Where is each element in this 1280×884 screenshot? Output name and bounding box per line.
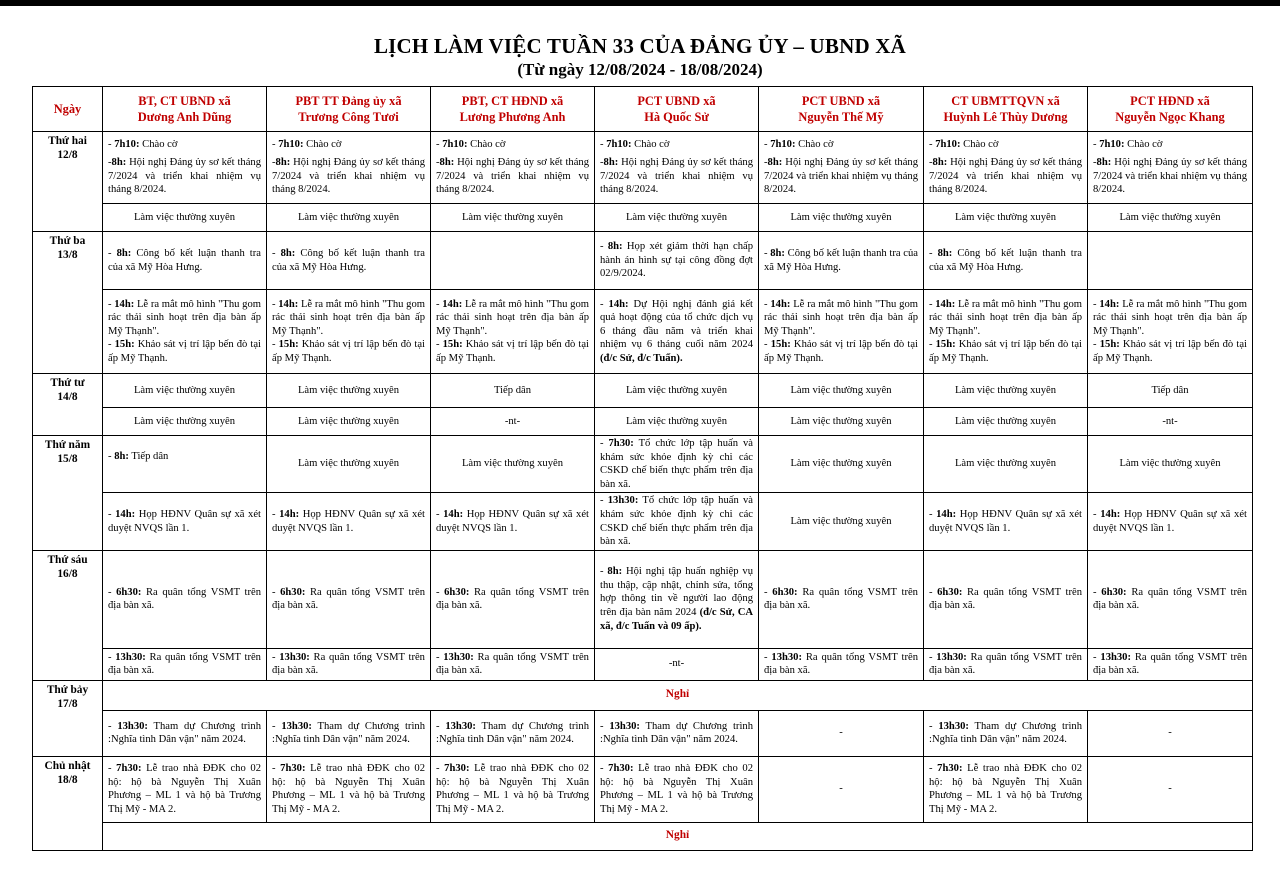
page-subtitle: (Từ ngày 12/08/2024 - 18/08/2024) — [517, 60, 763, 79]
cell — [1088, 232, 1253, 290]
cell: Làm việc thường xuyên — [1088, 204, 1253, 232]
cell: - 13h30: Tham dự Chương trình :Nghĩa tình Dân vận" năm 2024. — [431, 710, 595, 756]
cell: Làm việc thường xuyên — [267, 374, 431, 408]
day-thursday: Thứ năm 15/8 — [33, 436, 103, 551]
cell: - 14h: Họp HĐNV Quân sự xã xét duyệt NVQS lần 1. — [103, 493, 267, 550]
day-monday: Thứ hai 12/8 — [33, 132, 103, 232]
cell: - 7h10: Chào cờ -8h: Hội nghị Đảng ủy sơ kết tháng 7/2024 và triển khai nhiệm vụ tháng 8/2024. — [595, 132, 759, 204]
cell: - 14h: Lễ ra mắt mô hình "Thu gom rác thải sinh hoạt trên địa bàn ấp Mỹ Thạnh". - 15h: Khảo sát vị trí lập bến đò tại ấp Mỹ Thạnh. — [103, 290, 267, 374]
cell: - — [1088, 710, 1253, 756]
cell: - 13h30: Ra quân tổng VSMT trên địa bàn xã. — [431, 648, 595, 680]
table-row — [33, 204, 1253, 232]
cell: -nt- — [595, 648, 759, 680]
cell: Làm việc thường xuyên — [267, 204, 431, 232]
cell: - 14h: Họp HĐNV Quân sự xã xét duyệt NVQS lần 1. — [924, 493, 1088, 550]
cell: - 13h30: Tham dự Chương trình :Nghĩa tình Dân vận" năm 2024. — [595, 710, 759, 756]
cell: - 7h10: Chào cờ -8h: Hội nghị Đảng ủy sơ kết tháng 7/2024 và triển khai nhiệm vụ tháng 8/2024. — [103, 132, 267, 204]
table-row — [33, 550, 1253, 648]
cell: Làm việc thường xuyên — [759, 436, 924, 493]
cell: - 13h30: Tham dự Chương trình :Nghĩa tình Dân vận" năm 2024. — [103, 710, 267, 756]
cell: Làm việc thường xuyên — [103, 204, 267, 232]
cell: - 8h: Họp xét giảm thời hạn chấp hành án hình sự tại công đồng đợt 02/9/2024. — [595, 232, 759, 290]
cell: Tiếp dân — [431, 374, 595, 408]
cell: - 14h: Lễ ra mắt mô hình "Thu gom rác thải sinh hoạt trên địa bàn ấp Mỹ Thạnh". - 15h: Khảo sát vị trí lập bến đò tại ấp Mỹ Thạnh. — [1088, 290, 1253, 374]
table-row — [33, 436, 1253, 493]
table-row — [33, 648, 1253, 680]
cell: - 13h30: Ra quân tổng VSMT trên địa bàn xã. — [103, 648, 267, 680]
cell: - 7h30: Lễ trao nhà ĐĐK cho 02 hộ: hộ bà Nguyễn Thị Xuân Phương – ML 1 và hộ bà Trương Thị Mỹ - MA 2. — [595, 756, 759, 822]
cell: - 6h30: Ra quân tổng VSMT trên địa bàn xã. — [924, 550, 1088, 648]
table-row — [33, 290, 1253, 374]
cell: - 7h10: Chào cờ -8h: Hội nghị Đảng ủy sơ kết tháng 7/2024 và triển khai nhiệm vụ tháng 8/2024. — [924, 132, 1088, 204]
cell: - 14h: Lễ ra mắt mô hình "Thu gom rác thải sinh hoạt trên địa bàn ấp Mỹ Thạnh". - 15h: Khảo sát vị trí lập bến đò tại ấp Mỹ Thạnh. — [759, 290, 924, 374]
cell: - 14h: Lễ ra mắt mô hình "Thu gom rác thải sinh hoạt trên địa bàn ấp Mỹ Thạnh". - 15h: Khảo sát vị trí lập bến đò tại ấp Mỹ Thạnh. — [431, 290, 595, 374]
cell: Làm việc thường xuyên — [267, 436, 431, 493]
table-row — [33, 680, 1253, 710]
day-off-label: Nghỉ — [103, 680, 1253, 710]
day-friday: Thứ sáu 16/8 — [33, 550, 103, 680]
cell: Làm việc thường xuyên — [103, 408, 267, 436]
cell: Làm việc thường xuyên — [759, 408, 924, 436]
cell: - 7h30: Tổ chức lớp tập huấn và khám sức khỏe định kỳ chi các CSKD chế biến thực phẩm trên địa bàn xã. — [595, 436, 759, 493]
cell: - 13h30: Ra quân tổng VSMT trên địa bàn xã. — [267, 648, 431, 680]
cell: - — [1088, 756, 1253, 822]
cell: Làm việc thường xuyên — [759, 374, 924, 408]
header-day: Ngày — [33, 87, 103, 132]
cell: - 13h30: Ra quân tổng VSMT trên địa bàn xã. — [759, 648, 924, 680]
cell: - 14h: Lễ ra mắt mô hình "Thu gom rác thải sinh hoạt trên địa bàn ấp Mỹ Thạnh". - 15h: Khảo sát vị trí lập bến đò tại ấp Mỹ Thạnh. — [924, 290, 1088, 374]
header-p7: PCT HĐND xã Nguyễn Ngọc Khang — [1088, 87, 1253, 132]
cell: - 7h10: Chào cờ -8h: Hội nghị Đảng ủy sơ kết tháng 7/2024 và triển khai nhiệm vụ tháng 8/2024. — [1088, 132, 1253, 204]
header-p1: BT, CT UBND xã Dương Anh Dũng — [103, 87, 267, 132]
schedule-table — [32, 86, 1253, 851]
cell: - — [759, 710, 924, 756]
cell: Làm việc thường xuyên — [267, 408, 431, 436]
table-row — [33, 710, 1253, 756]
cell: - 8h: Công bố kết luận thanh tra của xã Mỹ Hòa Hưng. — [759, 232, 924, 290]
header-p4: PCT UBND xã Hà Quốc Sử — [595, 87, 759, 132]
cell: - 8h: Hội nghị tập huấn nghiệp vụ thu thập, cập nhật, chỉnh sửa, tổng hợp thông tin về người lao động trên địa bàn năm 2024 (đ/c Sử, CA xã, đ/c Tuấn và 09 ấp). — [595, 550, 759, 648]
cell: - 7h30: Lễ trao nhà ĐĐK cho 02 hộ: hộ bà Nguyễn Thị Xuân Phương – ML 1 và hộ bà Trương Thị Mỹ - MA 2. — [267, 756, 431, 822]
table-row — [33, 756, 1253, 822]
cell: - 6h30: Ra quân tổng VSMT trên địa bàn xã. — [267, 550, 431, 648]
cell: Làm việc thường xuyên — [759, 493, 924, 550]
cell: Làm việc thường xuyên — [924, 204, 1088, 232]
cell: - 13h30: Tham dự Chương trình :Nghĩa tình Dân vận" năm 2024. — [924, 710, 1088, 756]
table-row — [33, 493, 1253, 550]
table-row — [33, 132, 1253, 204]
table-row — [33, 822, 1253, 850]
cell: Làm việc thường xuyên — [924, 408, 1088, 436]
cell: - 7h30: Lễ trao nhà ĐĐK cho 02 hộ: hộ bà Nguyễn Thị Xuân Phương – ML 1 và hộ bà Trương Thị Mỹ - MA 2. — [103, 756, 267, 822]
table-row — [33, 232, 1253, 290]
cell: - 6h30: Ra quân tổng VSMT trên địa bàn xã. — [103, 550, 267, 648]
cell: - 13h30: Ra quân tổng VSMT trên địa bàn xã. — [924, 648, 1088, 680]
day-wednesday: Thứ tư 14/8 — [33, 374, 103, 436]
header-p2: PBT TT Đảng ủy xã Trương Công Tươi — [267, 87, 431, 132]
top-border — [0, 0, 1280, 6]
cell: Làm việc thường xuyên — [103, 374, 267, 408]
table-row — [33, 374, 1253, 408]
cell: -nt- — [1088, 408, 1253, 436]
cell: - 14h: Dự Hội nghị đánh giá kết quả hoạt động của tổ chức dịch vụ 6 tháng đầu năm và triển khai nhiệm vụ 6 tháng cuối năm 2024 (đ/c Sử, đ/c Tuấn). — [595, 290, 759, 374]
day-sunday: Chủ nhật 18/8 — [33, 756, 103, 850]
cell: Làm việc thường xuyên — [431, 204, 595, 232]
cell — [431, 232, 595, 290]
cell: - 14h: Họp HĐNV Quân sự xã xét duyệt NVQS lần 1. — [267, 493, 431, 550]
cell: - 13h30: Ra quân tổng VSMT trên địa bàn xã. — [1088, 648, 1253, 680]
cell: Làm việc thường xuyên — [595, 408, 759, 436]
cell: - 7h30: Lễ trao nhà ĐĐK cho 02 hộ: hộ bà Nguyễn Thị Xuân Phương – ML 1 và hộ bà Trương Thị Mỹ - MA 2. — [431, 756, 595, 822]
cell: - 13h30: Tổ chức lớp tập huấn và khám sức khỏe định kỳ chi các CSKD chế biến thực phẩm trên địa bàn xã. — [595, 493, 759, 550]
cell: - 7h10: Chào cờ -8h: Hội nghị Đảng ủy sơ kết tháng 7/2024 và triển khai nhiệm vụ tháng 8/2024. — [759, 132, 924, 204]
cell: - 8h: Công bố kết luận thanh tra của xã Mỹ Hòa Hưng. — [924, 232, 1088, 290]
cell: -nt- — [431, 408, 595, 436]
cell: Làm việc thường xuyên — [924, 436, 1088, 493]
cell: - 13h30: Tham dự Chương trình :Nghĩa tình Dân vận" năm 2024. — [267, 710, 431, 756]
cell: - 14h: Họp HĐNV Quân sự xã xét duyệt NVQS lần 1. — [431, 493, 595, 550]
cell: - 6h30: Ra quân tổng VSMT trên địa bàn xã. — [759, 550, 924, 648]
table-row — [33, 408, 1253, 436]
cell: - 8h: Công bố kết luận thanh tra của xã Mỹ Hòa Hưng. — [267, 232, 431, 290]
cell: - 7h10: Chào cờ -8h: Hội nghị Đảng ủy sơ kết tháng 7/2024 và triển khai nhiệm vụ tháng 8/2024. — [267, 132, 431, 204]
cell: - 14h: Lễ ra mắt mô hình "Thu gom rác thải sinh hoạt trên địa bàn ấp Mỹ Thạnh". - 15h: Khảo sát vị trí lập bến đò tại ấp Mỹ Thạnh. — [267, 290, 431, 374]
day-saturday: Thứ bảy 17/8 — [33, 680, 103, 756]
cell: Làm việc thường xuyên — [595, 204, 759, 232]
cell: - 14h: Họp HĐNV Quân sự xã xét duyệt NVQS lần 1. — [1088, 493, 1253, 550]
day-off-label: Nghỉ — [103, 822, 1253, 850]
cell: - 7h30: Lễ trao nhà ĐĐK cho 02 hộ: hộ bà Nguyễn Thị Xuân Phương – ML 1 và hộ bà Trương Thị Mỹ - MA 2. — [924, 756, 1088, 822]
header-p5: PCT UBND xã Nguyễn Thế Mỹ — [759, 87, 924, 132]
cell: - 8h: Công bố kết luận thanh tra của xã Mỹ Hòa Hưng. — [103, 232, 267, 290]
cell: Làm việc thường xuyên — [431, 436, 595, 493]
cell: Làm việc thường xuyên — [595, 374, 759, 408]
cell: Tiếp dân — [1088, 374, 1253, 408]
header-row — [33, 87, 1253, 132]
day-tuesday: Thứ ba 13/8 — [33, 232, 103, 374]
cell: - 8h: Tiếp dân — [103, 436, 267, 493]
cell: - 7h10: Chào cờ -8h: Hội nghị Đảng ủy sơ kết tháng 7/2024 và triển khai nhiệm vụ tháng 8/2024. — [431, 132, 595, 204]
cell: - 6h30: Ra quân tổng VSMT trên địa bàn xã. — [1088, 550, 1253, 648]
cell: Làm việc thường xuyên — [1088, 436, 1253, 493]
header-p6: CT UBMTTQVN xã Huỳnh Lê Thùy Dương — [924, 87, 1088, 132]
cell: - — [759, 756, 924, 822]
page-title: LỊCH LÀM VIỆC TUẦN 33 CỦA ĐẢNG ỦY – UBND XÃ — [373, 34, 907, 58]
header-p3: PBT, CT HĐND xã Lương Phương Anh — [431, 87, 595, 132]
cell: Làm việc thường xuyên — [759, 204, 924, 232]
cell: Làm việc thường xuyên — [924, 374, 1088, 408]
cell: - 6h30: Ra quân tổng VSMT trên địa bàn xã. — [431, 550, 595, 648]
